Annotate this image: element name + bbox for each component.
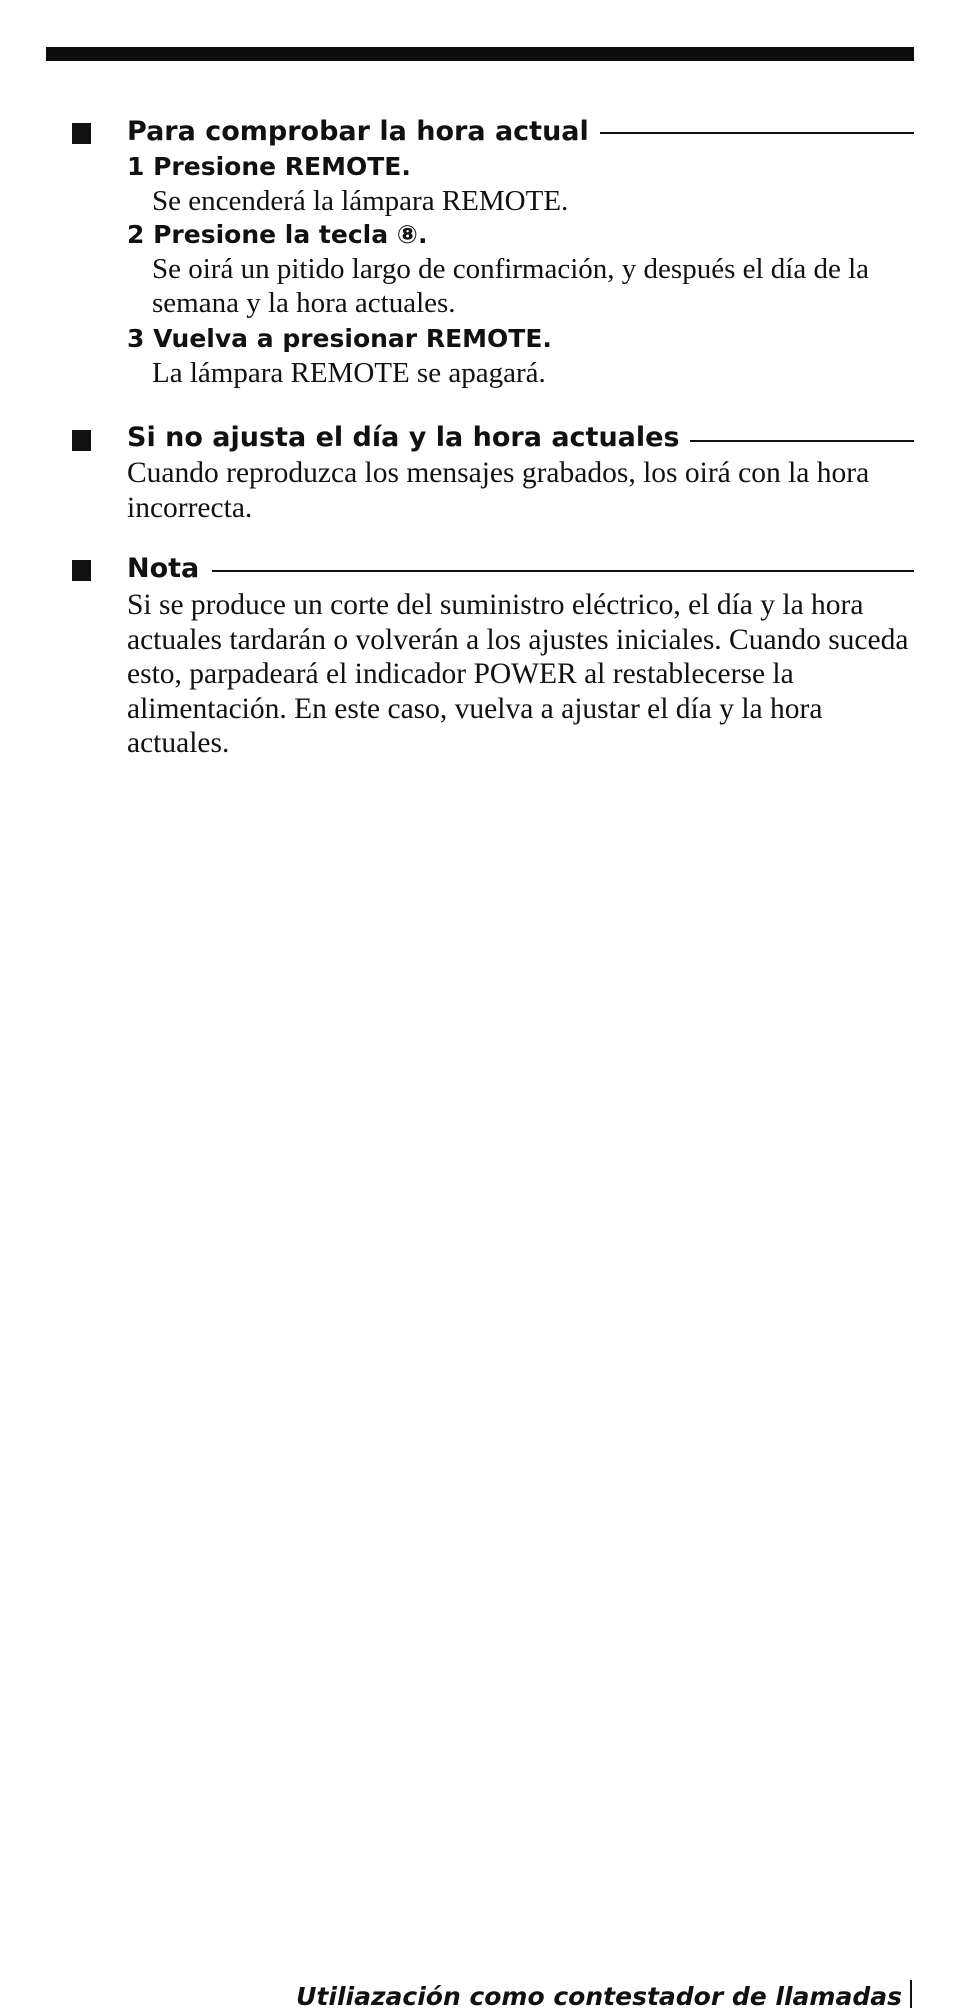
square-bullet-icon xyxy=(72,123,91,144)
section-heading-row xyxy=(0,421,954,457)
heading-rule xyxy=(212,570,914,572)
footer-divider xyxy=(910,1980,912,2008)
section-heading: Para comprobar la hora actual xyxy=(127,115,593,149)
section-heading-row xyxy=(0,552,954,588)
step-2-title: 2 Presione la tecla ⑧. xyxy=(127,220,428,249)
section-heading: Si no ajusta el día y la hora actuales xyxy=(127,421,684,455)
heading-rule xyxy=(690,440,914,442)
step-3-title: 3 Vuelva a presionar REMOTE. xyxy=(127,324,552,353)
step-2-body: Se oirá un pitido largo de confirmación, y después el día de la semana y la hora actuales. xyxy=(152,253,870,319)
step-1-body: Se encenderá la lámpara REMOTE. xyxy=(152,185,569,217)
top-rule xyxy=(46,47,914,61)
square-bullet-icon xyxy=(72,560,91,581)
step-1-title: 1 Presione REMOTE. xyxy=(127,152,411,181)
section-heading: Nota xyxy=(127,552,203,586)
square-bullet-icon xyxy=(72,430,91,451)
section-heading-row xyxy=(0,115,954,151)
section-body: Cuando reproduzca los mensajes grabados, los oirá con la hora incorrecta. xyxy=(127,457,870,524)
section-body: Si se produce un corte del suministro eléctrico, el día y la hora actuales tardarán o volverán a los ajustes iniciales. Cuando suceda esto, parpadeará el indicador POWER al restablecerse la alimentación. En este caso, vuelva a ajustar el día y la hora actuales. xyxy=(127,589,909,759)
running-footer: Utiliazación como contestador de llamadas xyxy=(296,1982,902,2011)
step-3-body: La lámpara REMOTE se apagará. xyxy=(152,357,546,389)
heading-rule xyxy=(600,132,914,134)
